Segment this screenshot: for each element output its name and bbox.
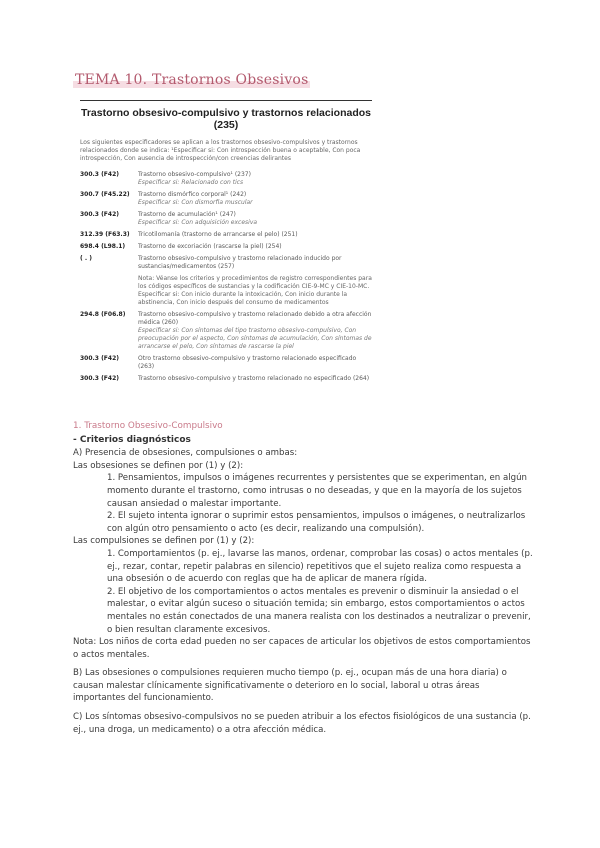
excerpt-row [80,191,372,207]
excerpt-text: Trastorno obsesivo-compulsivo y trastorno relacionado inducido por sustancias/medicamentos (257) [138,255,342,270]
excerpt-sub: Especificar si: Relacionado con tics [138,179,244,186]
obsessions-item-1: 1. Pensamientos, impulsos o imágenes recurrentes y persistentes que se experimentan, en algún momento durante el trastorno, como intrusas o no deseadas, y que en la mayoría de los sujetos causan ansiedad o malestar importante. [107,473,527,509]
criteria-heading: - Criterios diagnósticos [73,434,191,445]
excerpt-row [80,171,372,187]
section-title: 1. Trastorno Obsesivo-Compulsivo [73,421,223,431]
compulsions-item-1: 1. Comportamientos (p. ej., lavarse las manos, ordenar, comprobar las cosas) o actos mentales (p. ej., rezar, contar, repetir palabras en silencio) repetitivos que el sujeto realiza como respuesta a una obsesión o de acuerdo con reglas que ha de aplicar de manera rígida. [107,548,533,585]
excerpt-row [80,375,372,383]
excerpt-text: Trastorno de acumulación¹ (247) [138,211,236,218]
criterion-c: C) Los síntomas obsesivo-compulsivos no se pueden atribuir a los efectos fisiológicos de una sustancia (p. ej., una droga, un medicamento) o a otra afección médica. [73,712,531,735]
excerpt-text: Trastorno obsesivo-compulsivo y trastorno relacionado no especificado (264) [138,375,370,382]
excerpt-sub: Especificar si: Con síntomas del tipo trastorno obsesivo-compulsivo, Con preocupación por el aspecto, Con síntomas de acumulación, Con síntomas de arrancarse el pelo, Con síntomas de rascarse la piel [138,327,372,350]
excerpt-row [80,255,372,271]
excerpt-code: 294.8 (F06.8) [80,311,126,318]
excerpt-text: Tricotilomanía (trastorno de arrancarse el pelo) (251) [138,231,298,238]
excerpt-row [80,243,372,251]
excerpt-code: 300.3 (F42) [80,355,119,362]
excerpt-intro: Los siguientes especificadores se aplican a los trastornos obsesivo-compulsivos y trastornos relacionados donde se indica: ¹Especificar si: Con introspección buena o aceptable, Con poca introspección, Con ausencia de introspección/con creencias delirantes [80,139,361,162]
excerpt-code: 300.3 (F42) [80,171,119,178]
excerpt-code: 300.3 (F42) [80,375,119,382]
excerpt-code: 698.4 (L98.1) [80,243,126,250]
excerpt-row [80,231,372,239]
excerpt-text: Trastorno obsesivo-compulsivo y trastorno relacionado debido a otra afección médica (260) [138,311,372,326]
excerpt-sub: Especificar si: Con adquisición excesiva [138,219,258,226]
criteria-content [73,420,533,736]
compulsions-intro: Las compulsiones se definen por (1) y (2): [73,536,255,547]
excerpt-row [80,355,372,371]
excerpt-text: Trastorno dismórfico corporal¹ (242) [138,191,247,198]
excerpt-text: Trastorno de excoriación (rascarse la piel) (254) [138,243,282,250]
excerpt-code: 312.39 (F63.3) [80,231,130,238]
excerpt-text: Trastorno obsesivo-compulsivo¹ (237) [138,171,251,178]
excerpt-code: 300.7 (F45.22) [80,191,130,198]
dsm-excerpt-image [80,100,372,387]
compulsions-item-2: 2. El objetivo de los comportamientos o actos mentales es prevenir o disminuir la ansiedad o el malestar, o evitar algún suceso o situación temida; sin embargo, estos comportamientos o actos mentales no están conectados de una manera realista con los destinados a neutralizar o prevenir, o bien resultan claramente excesivos. [107,586,531,635]
obsessions-item-2: 2. El sujeto intenta ignorar o suprimir estos pensamientos, impulsos o imágenes, o neutralizarlos con algún otro pensamiento o acto (es decir, realizando una compulsión). [107,511,526,534]
excerpt-heading: Trastorno obsesivo-compulsivo y trastornos relacionados (235) [81,107,371,131]
excerpt-row [80,211,372,227]
note-paragraph: Nota: Los niños de corta edad pueden no ser capaces de articular los objetivos de estos comportamientos o actos mentales. [73,637,531,660]
excerpt-row [80,311,372,351]
criterion-a: A) Presencia de obsesiones, compulsiones o ambas: [73,448,298,459]
excerpt-sub: Especificar si: Con dismorfia muscular [138,199,253,206]
excerpt-note: Nota: Véanse los criterios y procedimientos de registro correspondientes para los códigos específicos de sustancias y la codificación CIE-9-MC y CIE-10-MC. Especificar si: Con inicio durante la intoxicación, Con inicio durante la abstinencia, Con inicio después del consumo de medicamentos [138,275,372,306]
criterion-b: B) Las obsesiones o compulsiones requieren mucho tiempo (p. ej., ocupan más de una hora diaria) o causan malestar clínicamente significativamente o deterioro en lo social, laboral u otras áreas importantes del funcionamiento. [73,668,507,704]
excerpt-top-rule [80,100,372,101]
excerpt-code: 300.3 (F42) [80,211,119,218]
document-title: TEMA 10. Trastornos Obsesivos [75,72,309,88]
excerpt-text: Otro trastorno obsesivo-compulsivo y trastorno relacionado especificado (263) [138,355,357,370]
obsessions-intro: Las obsesiones se definen por (1) y (2): [73,460,244,471]
excerpt-code: ( . ) [80,255,92,262]
